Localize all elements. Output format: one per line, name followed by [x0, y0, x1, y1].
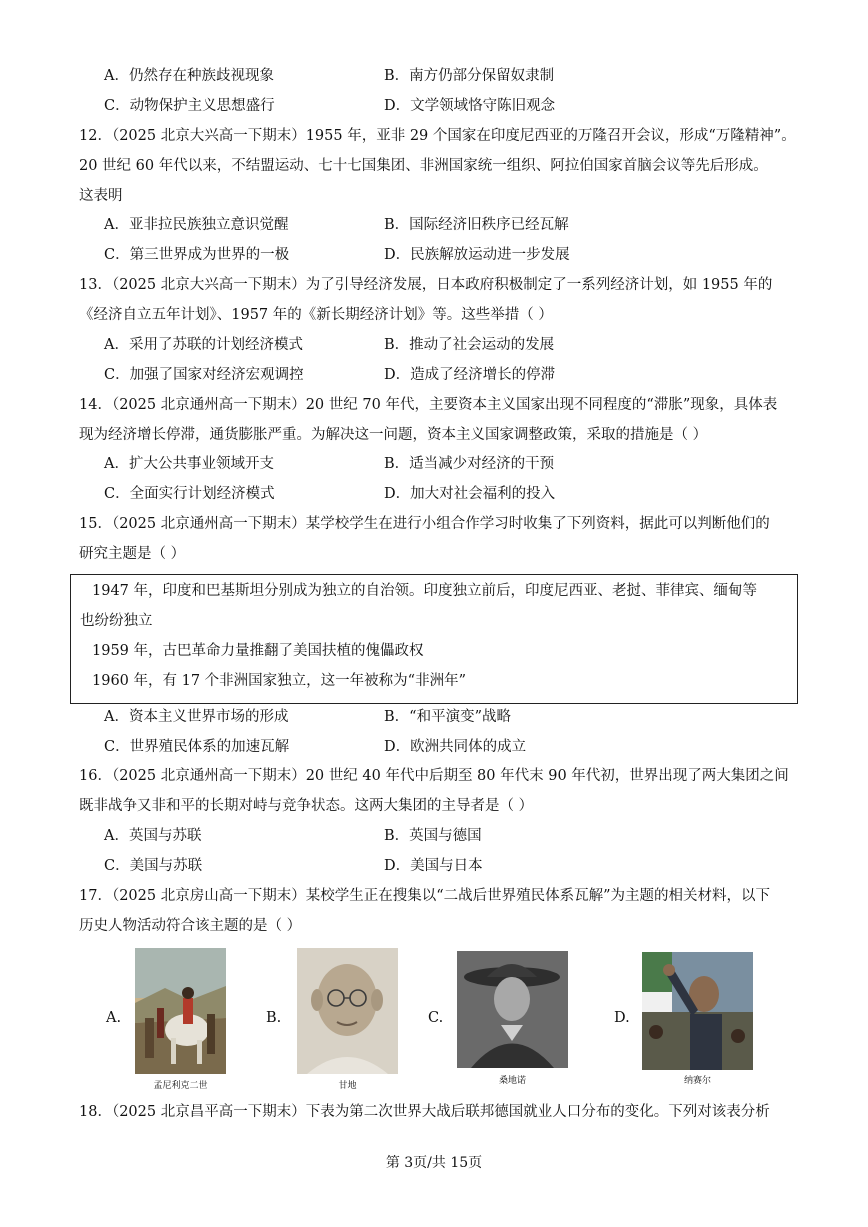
q17-picture-d-letter: D. — [614, 1010, 630, 1026]
q15-stem-line-2: 研究主题是（ ） — [79, 546, 186, 562]
q15-options-row-1 — [104, 707, 804, 727]
q11-option-b: B．南方仍部分保留奴隶制 — [384, 68, 555, 84]
q12-option-c: C．第三世界成为世界的一极 — [104, 247, 290, 263]
q16-stem-line-1: 16．（2025 北京通州高一下期末）20 世纪 40 年代中后期至 80 年代末 90 年代初，世界出现了两大集团之间 — [79, 768, 789, 784]
q13-option-c: C．加强了国家对经济宏观调控 — [104, 367, 304, 383]
q17-picture-b-letter: B. — [266, 1010, 282, 1026]
q13-stem-line-2: 《经济自立五年计划》、1957 年的《新长期经济计划》等。这些举措（ ） — [79, 307, 553, 323]
q17-picture-c-caption: 桑地诺 — [498, 1076, 526, 1086]
q13-option-b: B．推动了社会运动的发展 — [384, 337, 555, 353]
q14-options-row-2 — [104, 484, 804, 504]
q11-options-row-2 — [104, 96, 804, 116]
q17-picture-a-letter: A. — [106, 1010, 122, 1026]
q12-option-b: B．国际经济旧秩序已经瓦解 — [384, 217, 569, 233]
q16-options-row-1 — [104, 826, 804, 846]
q11-options-row-1 — [104, 66, 804, 86]
q17-picture-c — [457, 951, 568, 1068]
q12-stem-line-2: 20 世纪 60 年代以来，不结盟运动、七十七国集团、非洲国家统一组织、阿拉伯国家首脑会议等先后形成。 — [79, 158, 768, 174]
q15-option-c: C．世界殖民体系的加速瓦解 — [104, 739, 290, 755]
q14-option-c: C．全面实行计划经济模式 — [104, 486, 275, 502]
q16-option-c: C．美国与苏联 — [104, 858, 203, 874]
q14-option-d: D．加大对社会福利的投入 — [384, 486, 556, 502]
q17-picture-b — [297, 948, 398, 1074]
menelik-illustration — [135, 948, 226, 1074]
q14-stem-line-2: 现为经济增长停滞，通货膨胀严重。为解决这一问题，资本主义国家调整政策，采取的措施是（ ） — [79, 427, 708, 443]
q15-material-line-4: 1960 年，有 17 个非洲国家独立，这一年被称为“非洲年” — [92, 673, 467, 689]
q12-option-d: D．民族解放运动进一步发展 — [384, 247, 570, 263]
q15-option-a: A．资本主义世界市场的形成 — [104, 709, 289, 725]
q15-option-d: D．欧洲共同体的成立 — [384, 739, 527, 755]
q13-stem-line-1: 13．（2025 北京大兴高一下期末）为了引导经济发展，日本政府积极制定了一系列经济计划，如 1955 年的 — [79, 277, 773, 293]
q17-picture-c-letter: C. — [428, 1010, 444, 1026]
q16-options-row-2 — [104, 856, 804, 876]
q13-option-a: A．采用了苏联的计划经济模式 — [104, 337, 303, 353]
q13-options-row-2 — [104, 365, 804, 385]
q15-material-line-1: 1947 年，印度和巴基斯坦分别成为独立的自治领。印度独立前后，印度尼西亚、老挝、菲律宾、缅甸等 — [92, 583, 758, 599]
q17-picture-a-caption: 孟尼利克二世 — [153, 1081, 208, 1091]
q15-option-b: B．“和平演变”战略 — [384, 709, 511, 725]
q12-options-row-1 — [104, 215, 804, 235]
gandhi-photo — [297, 948, 398, 1074]
q17-picture-d-caption: 纳赛尔 — [683, 1076, 711, 1086]
q12-options-row-2 — [104, 245, 804, 265]
q18-stem-line-1: 18．（2025 北京昌平高一下期末）下表为第二次世界大战后联邦德国就业人口分布的变化。下列对该表分析 — [79, 1104, 770, 1120]
q11-option-a: A．仍然存在种族歧视现象 — [104, 68, 274, 84]
q12-stem-line-1: 12．（2025 北京大兴高一下期末）1955 年，亚非 29 个国家在印度尼西亚的万隆召开会议，形成“万隆精神”。 — [79, 128, 796, 144]
sandino-photo — [457, 951, 568, 1068]
q16-stem-line-2: 既非战争又非和平的长期对峙与竞争状态。这两大集团的主导者是（ ） — [79, 798, 534, 814]
q16-option-b: B．英国与德国 — [384, 828, 482, 844]
page-number-footer: 第 3页/共 15页 — [385, 1155, 483, 1171]
q17-picture-a — [135, 948, 226, 1074]
q12-option-a: A．亚非拉民族独立意识觉醒 — [104, 217, 289, 233]
q17-stem-line-2: 历史人物活动符合该主题的是（ ） — [79, 918, 302, 934]
q14-option-b: B．适当减少对经济的干预 — [384, 456, 555, 472]
q16-option-d: D．美国与日本 — [384, 858, 483, 874]
q15-stem-line-1: 15．（2025 北京通州高一下期末）某学校学生在进行小组合作学习时收集了下列资料，据此可以判断他们的 — [79, 516, 770, 532]
q15-material-box — [70, 574, 798, 704]
q14-option-a: A．扩大公共事业领域开支 — [104, 456, 274, 472]
q15-options-row-2 — [104, 737, 804, 757]
q11-option-d: D．文学领域恪守陈旧观念 — [384, 98, 556, 114]
q12-stem-line-3: 这表明 — [79, 188, 123, 204]
q16-option-a: A．英国与苏联 — [104, 828, 202, 844]
q15-material-line-2: 也纷纷独立 — [80, 613, 153, 629]
q14-options-row-1 — [104, 454, 804, 474]
nasser-photo — [642, 952, 753, 1070]
q13-options-row-1 — [104, 335, 804, 355]
q17-picture-d — [642, 952, 753, 1070]
q13-option-d: D．造成了经济增长的停滞 — [384, 367, 556, 383]
q11-option-c: C．动物保护主义思想盛行 — [104, 98, 275, 114]
q17-stem-line-1: 17．（2025 北京房山高一下期末）某校学生正在搜集以“二战后世界殖民体系瓦解”为主题的相关材料，以下 — [79, 888, 771, 904]
q17-picture-b-caption: 甘地 — [338, 1081, 357, 1091]
q15-material-line-3: 1959 年，古巴革命力量推翻了美国扶植的傀儡政权 — [92, 643, 424, 659]
q14-stem-line-1: 14．（2025 北京通州高一下期末）20 世纪 70 年代，主要资本主义国家出现不同程度的“滞胀”现象，具体表 — [79, 397, 778, 413]
